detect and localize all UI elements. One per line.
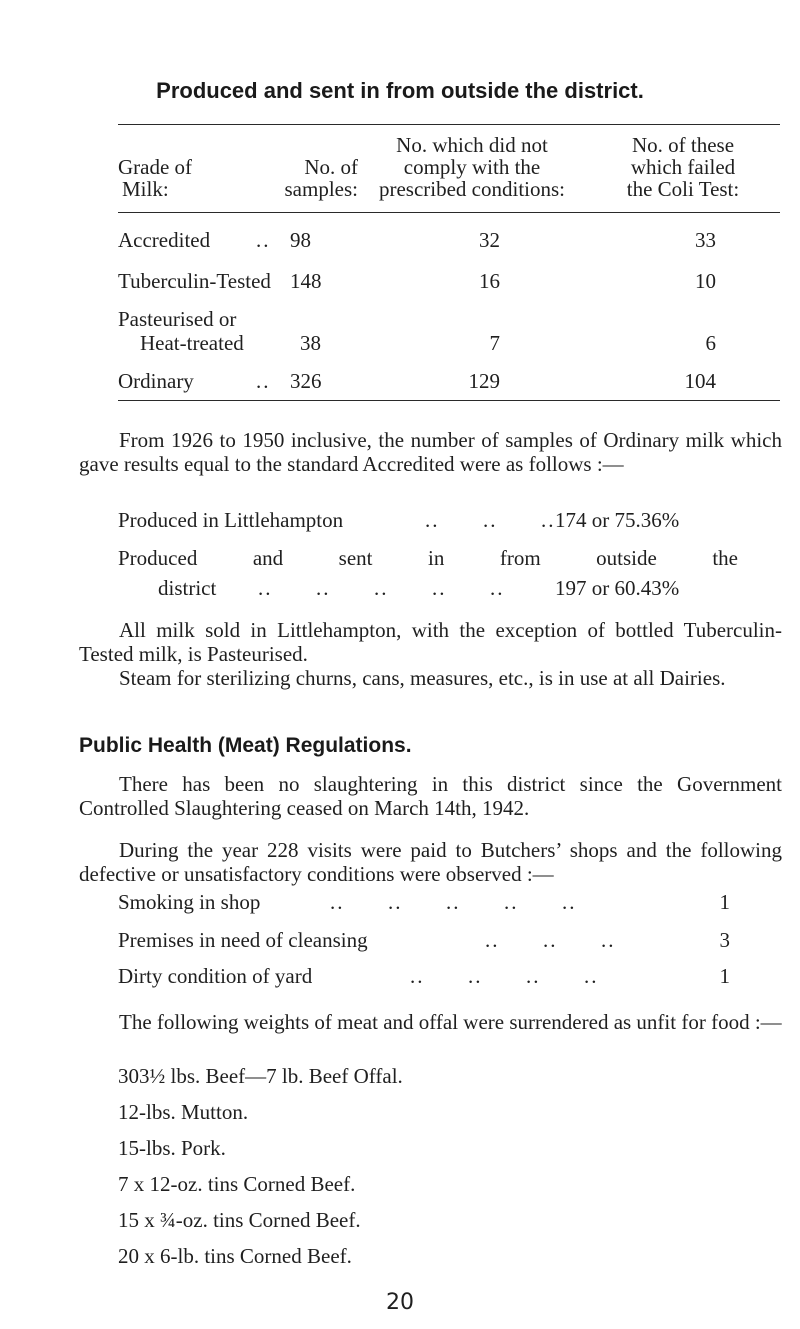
condition-dots: .. .. .. .. [410, 964, 599, 988]
header-samples-line1: No. of [304, 155, 358, 179]
condition-label: Dirty condition of yard [118, 964, 313, 988]
section-heading-meat: Public Health (Meat) Regulations. [79, 734, 412, 757]
produced-sent-line1: Produced and sent in from outside the [118, 546, 738, 570]
table-row [0, 228, 800, 254]
header-grade-line2: Milk: [122, 177, 169, 201]
header-not-comply [352, 134, 592, 200]
row-grade: Ordinary [118, 369, 194, 393]
paragraph-weights: The following weights of meat and offal were surrendered as unfit for food :— [119, 1010, 782, 1034]
row-coli: 6 [705, 331, 716, 355]
condition-label: Premises in need of cleansing [118, 928, 368, 952]
row-dots: .. [256, 369, 271, 393]
row-samples: 326 [290, 369, 322, 393]
row-not-comply: 16 [479, 269, 500, 293]
paragraph-pasteurised: All milk sold in Littlehampton, with the exception of bottled Tuberculin-Tested milk, is Pasteurised. [79, 618, 782, 666]
paragraph-visits: During the year 228 visits were paid to Butchers’ shops and the following defective or unsatisfactory conditions were observed :— [79, 838, 782, 886]
row-grade: Tuberculin-Tested [118, 269, 271, 293]
header-samples [248, 156, 358, 200]
row-dots: .. [256, 228, 271, 252]
list-item: 20 x 6-lb. tins Corned Beef. [118, 1244, 352, 1268]
condition-value: 3 [719, 928, 730, 952]
header-samples-line2: samples: [284, 177, 358, 201]
produced-sent-line2 [0, 576, 800, 602]
list-item [0, 964, 800, 990]
row-coli: 33 [695, 228, 716, 252]
condition-dots: .. .. .. [485, 928, 616, 952]
row-grade: Heat-treated [140, 331, 244, 355]
header-grade-line1: Grade of [118, 155, 193, 179]
row-grade: Accredited [118, 228, 211, 252]
row-samples: 148 [290, 269, 322, 293]
list-item [0, 928, 800, 954]
header-coli-line2: which failed [630, 155, 736, 179]
table-row [0, 269, 800, 295]
row-not-comply: 7 [489, 331, 500, 355]
page-number: 20 [386, 1290, 414, 1315]
produced-in-dots: .. .. .. [425, 508, 556, 532]
header-not-comply-line1: No. which did not [396, 133, 548, 157]
produced-sent-label: district [158, 576, 217, 600]
table-row [0, 369, 800, 395]
header-coli [588, 134, 778, 200]
row-grade-line1: Pasteurised or [118, 307, 237, 331]
header-not-comply-line3: prescribed conditions: [378, 177, 566, 201]
paragraph-steam: Steam for sterilizing churns, cans, measures, etc., is in use at all Dairies. [119, 666, 726, 690]
list-item: 303½ lbs. Beef—7 lb. Beef Offal. [118, 1064, 403, 1088]
table-top-rule [118, 124, 780, 125]
row-coli: 104 [684, 369, 716, 393]
condition-dots: .. .. .. .. .. [330, 890, 577, 914]
row-samples: 38 [300, 331, 321, 355]
header-grade [118, 156, 238, 200]
row-coli: 10 [695, 269, 716, 293]
row-samples: 98 [290, 228, 311, 252]
header-coli-line1: No. of these [631, 133, 735, 157]
condition-label: Smoking in shop [118, 890, 261, 914]
produced-in-value: 174 or 75.36% [555, 508, 680, 532]
condition-value: 1 [719, 964, 730, 988]
condition-value: 1 [719, 890, 730, 914]
table-bottom-rule [118, 400, 780, 401]
page-title: Produced and sent in from outside the district. [156, 78, 644, 103]
paragraph-slaughtering: There has been no slaughtering in this district since the Government Controlled Slaughtering ceased on March 14th, 1942. [79, 772, 782, 820]
list-item: 7 x 12-oz. tins Corned Beef. [118, 1172, 356, 1196]
produced-sent-dots: .. .. .. .. .. [258, 576, 505, 600]
paragraph-milk-samples: From 1926 to 1950 inclusive, the number of samples of Ordinary milk which gave results equal to the standard Accredited were as follows :— [79, 428, 782, 476]
table-header-rule [118, 212, 780, 213]
row-not-comply: 32 [479, 228, 500, 252]
produced-in-label: Produced in Littlehampton [118, 508, 344, 532]
produced-in-line [0, 508, 800, 534]
list-item: 12-lbs. Mutton. [118, 1100, 249, 1124]
table-row [0, 307, 800, 357]
list-item: 15 x ¾-oz. tins Corned Beef. [118, 1208, 361, 1232]
produced-sent-value: 197 or 60.43% [555, 576, 680, 600]
header-coli-line3: the Coli Test: [626, 177, 740, 201]
header-not-comply-line2: comply with the [403, 155, 541, 179]
list-item: 15-lbs. Pork. [118, 1136, 226, 1160]
list-item [0, 890, 800, 916]
row-not-comply: 129 [468, 369, 500, 393]
